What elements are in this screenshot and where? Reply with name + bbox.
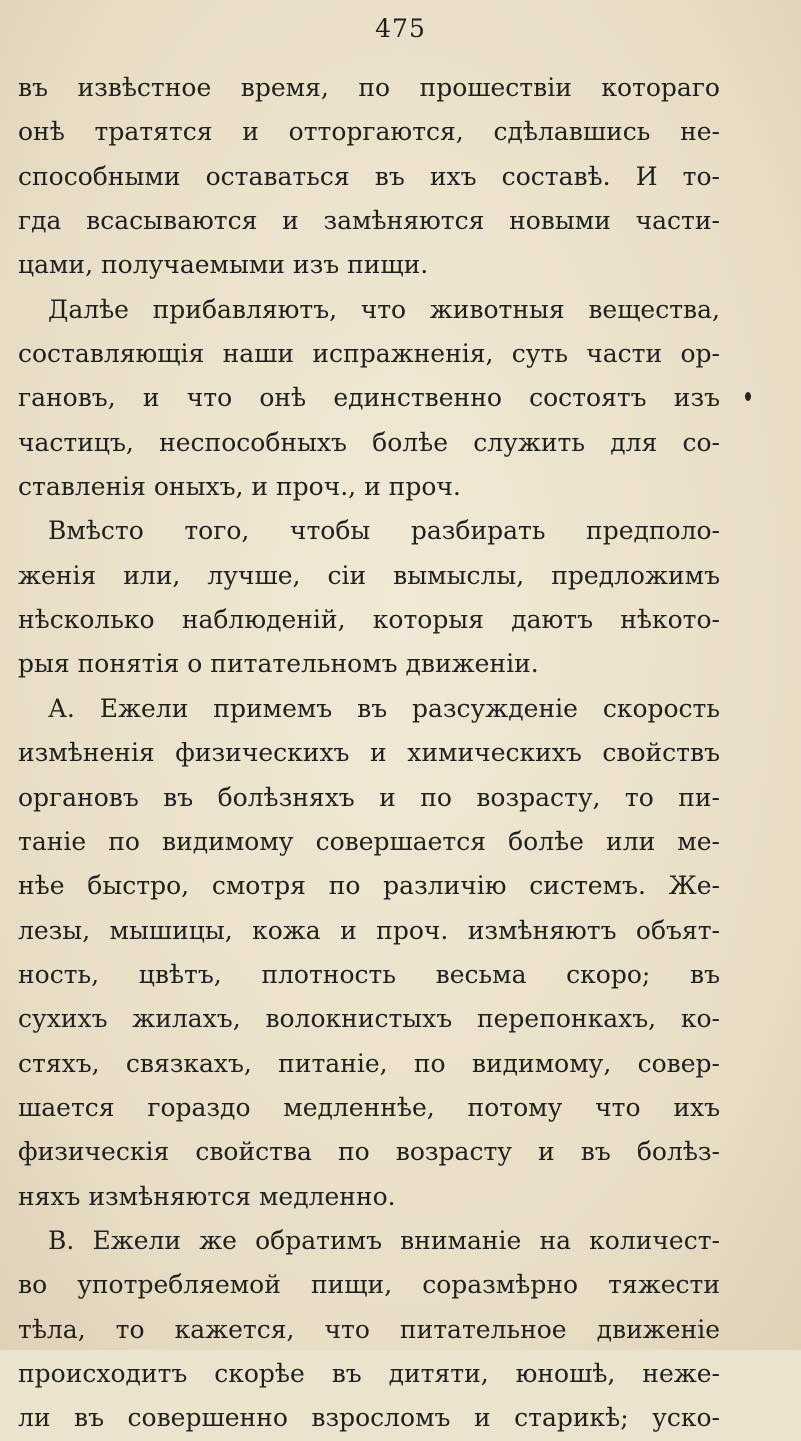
text-line: сухихъ жилахъ, волокнистыхъ перепонкахъ, ко- (18, 1004, 720, 1034)
text-line: тѣла, то кажется, что питательное движеніе (18, 1314, 720, 1344)
text-line: во употребляемой пищи, соразмѣрно тяжести (18, 1270, 720, 1300)
text-line: частицъ, неспособныхъ болѣе служить для со- (18, 427, 720, 457)
text-line: нѣе быстро, смотря по различію системъ. Же- (18, 871, 720, 901)
text-line: Вмѣсто того, чтобы разбирать предполо- (48, 516, 720, 546)
text-line: измѣненія физическихъ и химическихъ свойствъ (18, 738, 720, 768)
text-line: ставленія оныхъ, и проч., и проч. (18, 472, 461, 502)
page-number: 475 (375, 14, 426, 43)
text-line: гановъ, и что онѣ единственно состоятъ изъ (18, 383, 720, 413)
text-line: органовъ въ болѣзняхъ и по возрасту, то пи- (18, 782, 720, 812)
text-line: ность, цвѣтъ, плотность весьма скоро; въ (18, 959, 720, 989)
text-line: таніе по видимому совершается болѣе или ме- (18, 826, 720, 856)
text-line: цами, получаемыми изъ пищи. (18, 250, 429, 280)
ink-spot (745, 392, 751, 401)
text-line: гда всасываются и замѣняются новыми части- (18, 206, 720, 236)
text-line: составляющія наши испражненія, суть части ор- (18, 339, 720, 369)
text-line: онѣ тратятся и отторгаются, сдѣлавшись не- (18, 117, 720, 147)
text-line: происходитъ скорѣе въ дитяти, юношѣ, неже- (18, 1358, 720, 1388)
text-line: В. Ежели же обратимъ вниманіе на количест- (48, 1225, 720, 1255)
text-line: женія или, лучше, сіи вымыслы, предложимъ (18, 560, 720, 590)
text-line: рыя понятія о питательномъ движеніи. (18, 649, 539, 679)
text-line: стяхъ, связкахъ, питаніе, по видимому, совер- (18, 1048, 720, 1078)
text-line: лезы, мышицы, кожа и проч. измѣняютъ объят- (18, 915, 720, 945)
text-line: нѣсколько наблюденій, которыя даютъ нѣкото- (18, 605, 720, 635)
text-line: способными оставаться въ ихъ составѣ. И то- (18, 161, 720, 191)
text-line: ли въ совершенно взросломъ и старикѣ; уско- (18, 1403, 720, 1433)
body-text (18, 66, 720, 1441)
text-line: шается гораздо медленнѣе, потому что ихъ (18, 1092, 720, 1122)
text-line: няхъ измѣняются медленно. (18, 1181, 396, 1211)
text-line: А. Ежели примемъ въ разсужденіе скорость (48, 693, 720, 723)
text-line: въ извѣстное время, по прошествіи котораго (18, 73, 720, 102)
text-line: Далѣе прибавляютъ, что животныя вещества, (48, 294, 720, 324)
text-line: физическія свойства по возрасту и въ болѣз- (18, 1137, 720, 1167)
